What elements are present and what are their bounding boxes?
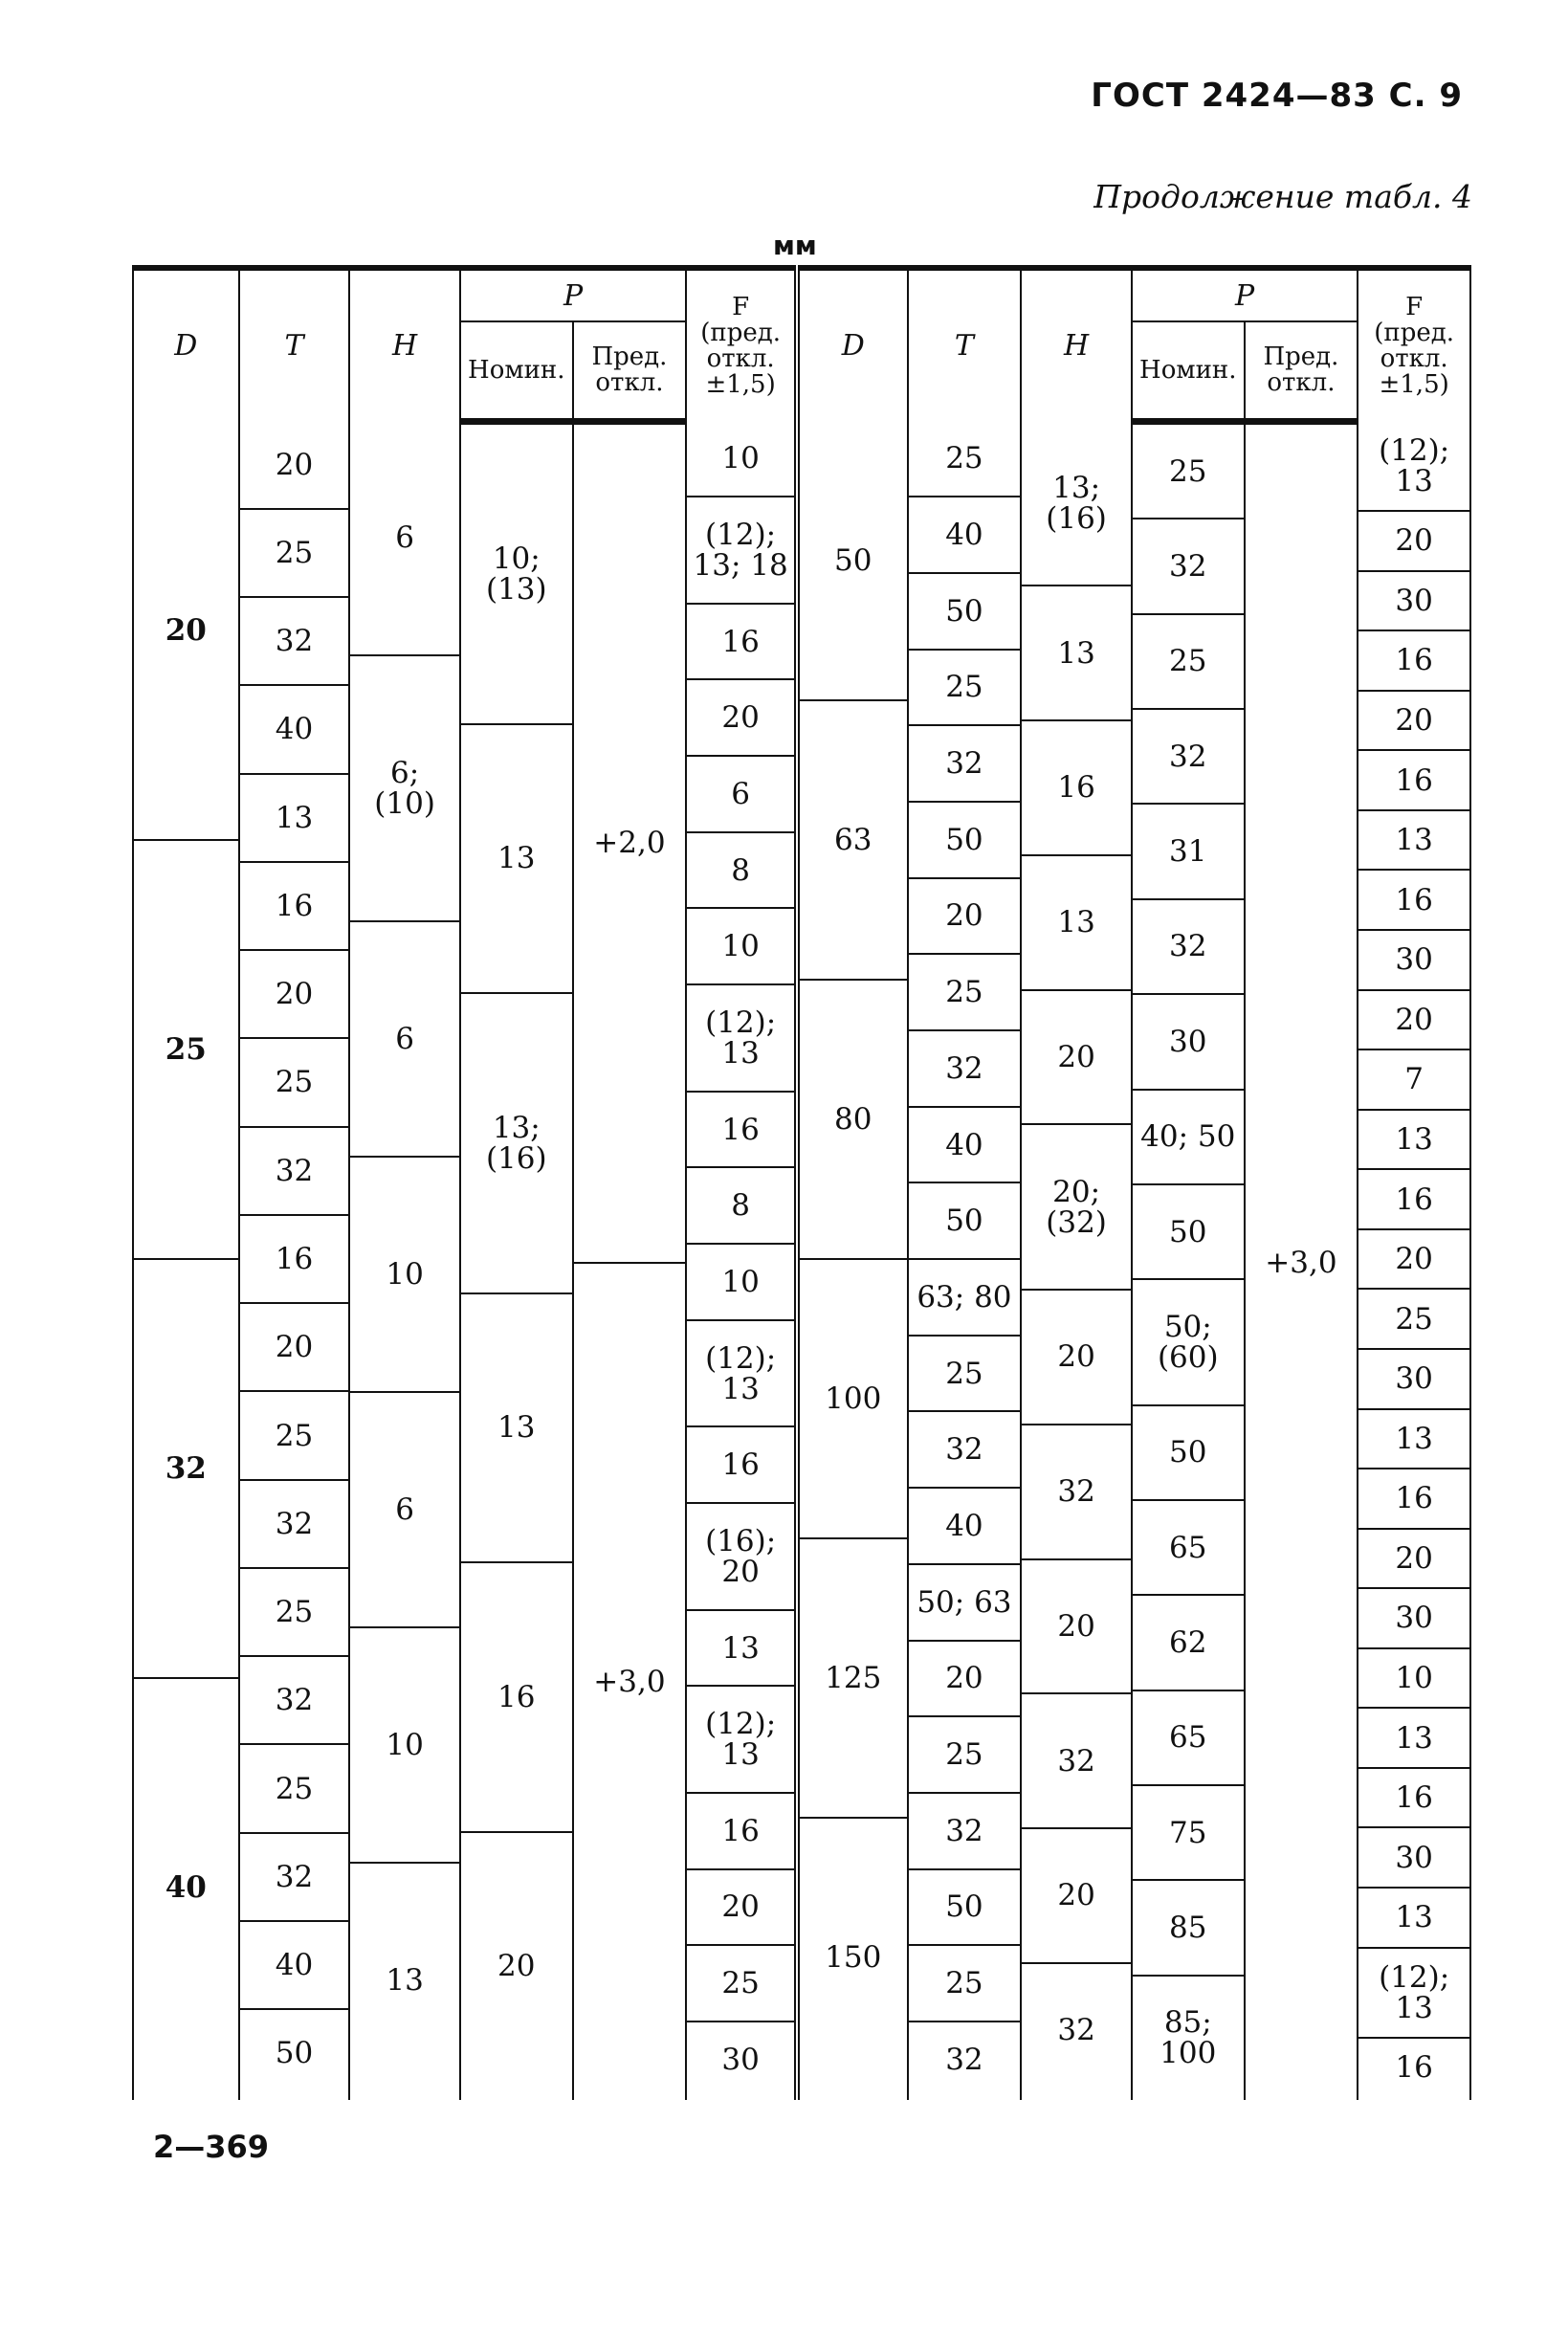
col-left-P-nom — [460, 422, 573, 2101]
table-cell: 10; (13) — [461, 425, 572, 725]
table-cell: 20 — [1358, 692, 1469, 752]
table-cell: 20 — [134, 422, 238, 841]
col-right-H — [1021, 422, 1132, 2101]
table-cell: 25 — [240, 1745, 349, 1833]
table-cell: 32 — [909, 1794, 1021, 1870]
table-cell: 32 — [1133, 900, 1244, 995]
table-cell: 25 — [909, 1946, 1021, 2022]
col-header-P-nom: Номин. — [460, 321, 573, 422]
table-cell: 16 — [1358, 1469, 1469, 1530]
table-cell: 30 — [1358, 1350, 1469, 1410]
table-cell: 8 — [687, 1168, 794, 1245]
table-cell: 150 — [825, 1940, 882, 1976]
table-cell: 32 — [1133, 519, 1244, 614]
table-cell: 20 — [1358, 991, 1469, 1051]
table-cell: 31 — [1133, 805, 1244, 899]
table-cell: 62 — [1133, 1596, 1244, 1690]
table-cell: 25 — [1133, 425, 1244, 519]
table-cell: 32 — [240, 1128, 349, 1216]
table-cell: 8 — [687, 833, 794, 910]
table-cell: 50 — [909, 574, 1021, 651]
table-cell: 40 — [240, 686, 349, 774]
table-cell: 32 — [240, 598, 349, 686]
table-cell: 85 — [1133, 1881, 1244, 1976]
table-cell: 13 — [1358, 811, 1469, 872]
col-right-P-nom — [1132, 422, 1245, 2101]
table-cell: 13 — [1358, 1889, 1469, 1949]
table-cell: 13 — [240, 775, 349, 863]
table-cell: 30 — [1358, 931, 1469, 991]
col-header-P-dev: Пред. откл. — [573, 321, 687, 422]
table-cell: 13 — [1358, 1111, 1469, 1171]
table-cell: 63 — [800, 701, 907, 981]
table-cell: 25 — [909, 1717, 1021, 1794]
table-cell: 25 — [240, 510, 349, 598]
table-cell: 10 — [687, 1245, 794, 1321]
table-cell: 32 — [240, 1834, 349, 1922]
col-header-D: D — [133, 268, 239, 422]
table-cell: 25 — [240, 1392, 349, 1480]
table-cell: 65 — [1133, 1501, 1244, 1596]
table-cell: 13; (16) — [1022, 422, 1131, 587]
table-cell: 20 — [497, 1949, 536, 1984]
col-left-D — [133, 422, 239, 2101]
table-cell: 16 — [240, 1216, 349, 1304]
table-cell: 20 — [1022, 1291, 1131, 1425]
table-cell: 100 — [800, 1260, 907, 1539]
table-cell: 32 — [1133, 710, 1244, 805]
table-cell: 20 — [1358, 1530, 1469, 1590]
table-cell: 6 — [350, 1393, 459, 1628]
table-cell: 32 — [1022, 1694, 1131, 1829]
table-cell: +3,0 — [593, 1664, 666, 1699]
table-cell: 16 — [1358, 631, 1469, 692]
table-cell: 50 — [909, 1183, 1021, 1260]
table-cell: 20 — [909, 1642, 1021, 1718]
table-cell: (12); 13 — [1358, 1949, 1469, 2040]
table-cell: 10 — [1358, 1649, 1469, 1710]
table-cell: 20 — [909, 879, 1021, 956]
col-right-T — [908, 422, 1022, 2101]
table-cell: 13 — [461, 1294, 572, 1564]
table-cell: 25 — [909, 1337, 1021, 1413]
table-cell: 50 — [800, 422, 907, 701]
table-cell: 25 — [909, 955, 1021, 1031]
table-cell: 6 — [687, 757, 794, 833]
table-cell: 63; 80 — [909, 1260, 1021, 1337]
col-header-T: T — [239, 268, 350, 422]
col-header-F: F (пред. откл. ±1,5) — [686, 268, 797, 422]
table-cell: 50 — [1133, 1406, 1244, 1501]
col-left-T — [239, 422, 350, 2101]
table-cell: 16 — [1022, 721, 1131, 856]
table-cell: 40 — [240, 1922, 349, 2010]
table-cell: 13 — [461, 725, 572, 995]
table-cell: 16 — [687, 605, 794, 681]
table-cell: 13 — [687, 1611, 794, 1688]
table-cell: 20 — [1022, 1829, 1131, 1964]
table-cell: 75 — [1133, 1786, 1244, 1881]
table-cell: 10 — [350, 1158, 459, 1393]
table-cell: 32 — [909, 1031, 1021, 1108]
table-cell: 40 — [909, 1489, 1021, 1565]
col-header-P: P — [460, 268, 686, 321]
table-cell: 50 — [1133, 1185, 1244, 1280]
table-cell: 10 — [350, 1628, 459, 1864]
table-cell: 50; 63 — [909, 1565, 1021, 1642]
table-cell: 7 — [1358, 1050, 1469, 1111]
table-cell: 6 — [350, 422, 459, 657]
col-right-P-dev — [1245, 422, 1358, 2101]
table-cell: (16); 20 — [687, 1504, 794, 1611]
table-cell: 16 — [1395, 2050, 1433, 2086]
table-cell: 16 — [1358, 1170, 1469, 1230]
table-cell: 125 — [800, 1539, 907, 1819]
table-cell: 16 — [1358, 1769, 1469, 1829]
col-header-P-dev-right: Пред. откл. — [1245, 321, 1358, 422]
col-left-F — [686, 422, 797, 2101]
table-cell: 32 — [1057, 2013, 1095, 2048]
col-left-P-dev — [573, 422, 687, 2101]
table-cell: 16 — [687, 1427, 794, 1504]
col-header-P-nom-right: Номин. — [1132, 321, 1245, 422]
table-cell: 13 — [1358, 1709, 1469, 1769]
table-cell: 20 — [240, 951, 349, 1039]
table-continuation-label: Продолжение табл. 4 — [1093, 178, 1472, 215]
table-cell: 85; 100 — [1159, 2005, 1217, 2071]
table-cell: 40 — [909, 1108, 1021, 1184]
table-cell: (12); 13 — [1358, 422, 1469, 513]
table-cell: 20 — [240, 1304, 349, 1392]
table-cell: 25 — [240, 1039, 349, 1127]
table-cell: 30 — [1358, 1589, 1469, 1649]
table-cell: 16 — [687, 1794, 794, 1870]
table-cell: 13 — [1022, 586, 1131, 721]
table-cell: (12); 13; 18 — [687, 497, 794, 605]
table-cell: 32 — [909, 1412, 1021, 1489]
table-cell: 32 — [945, 2042, 983, 2077]
table-cell: 40 — [909, 497, 1021, 574]
table-cell: (12); 13 — [687, 1687, 794, 1794]
col-header-T-right: T — [908, 268, 1022, 422]
table-cell: 16 — [461, 1563, 572, 1833]
table-cell: 20 — [1022, 1560, 1131, 1695]
col-right-F — [1358, 422, 1470, 2101]
table-cell: 20 — [1022, 991, 1131, 1126]
table-cell: 50; (60) — [1133, 1280, 1244, 1405]
col-header-H-right: H — [1021, 268, 1132, 422]
col-left-H — [349, 422, 460, 2101]
table-cell: 30 — [721, 2042, 760, 2077]
table-cell: 30 — [1358, 1828, 1469, 1889]
table-cell: 50 — [275, 2036, 314, 2071]
table-cell: 25 — [134, 841, 238, 1260]
col-header-P-right: P — [1132, 268, 1358, 321]
units-mark: мм — [773, 230, 817, 261]
table-cell: 16 — [687, 1093, 794, 1169]
table-cell: 30 — [1358, 572, 1469, 632]
table-cell: 80 — [800, 981, 907, 1260]
table-cell: 65 — [1133, 1691, 1244, 1786]
page-header: ГОСТ 2424—83 С. 9 — [1091, 77, 1463, 115]
table-cell: 25 — [909, 422, 1021, 498]
table-cell: 20; (32) — [1022, 1125, 1131, 1291]
table-cell: 40 — [165, 1870, 207, 1906]
table-cell: 20 — [1358, 1230, 1469, 1291]
table-cell: 50 — [909, 1870, 1021, 1947]
table-cell: 25 — [687, 1946, 794, 2022]
table-cell: 32 — [134, 1260, 238, 1679]
table-cell: 10 — [687, 909, 794, 985]
table-cell: 20 — [240, 422, 349, 510]
table-cell: +2,0 — [574, 425, 686, 1264]
col-right-D — [797, 422, 908, 2101]
table-cell: 10 — [687, 422, 794, 498]
table-cell: 32 — [240, 1481, 349, 1569]
col-header-D-right: D — [797, 268, 908, 422]
table-cell: 25 — [909, 651, 1021, 727]
table-cell: (12); 13 — [687, 1321, 794, 1428]
table-cell: 16 — [1358, 751, 1469, 811]
table-cell: 6; (10) — [350, 656, 459, 922]
table-cell: 20 — [687, 680, 794, 757]
page-footer-code: 2—369 — [153, 2129, 270, 2165]
table-cell: 25 — [1133, 615, 1244, 710]
table-cell: 13 — [1022, 856, 1131, 991]
table-cell: 20 — [687, 1870, 794, 1947]
table-cell: 32 — [240, 1657, 349, 1745]
table-cell: 13 — [1358, 1410, 1469, 1470]
table-cell: 40; 50 — [1133, 1091, 1244, 1185]
table-cell: 32 — [909, 726, 1021, 803]
table-cell: 50 — [909, 803, 1021, 879]
col-header-H: H — [349, 268, 460, 422]
table-cell: 20 — [1358, 512, 1469, 572]
table-cell: 6 — [350, 922, 459, 1158]
table-cell: 25 — [1358, 1290, 1469, 1350]
table-cell: 32 — [1022, 1425, 1131, 1560]
col-header-F-right: F (пред. откл. ±1,5) — [1358, 268, 1470, 422]
table-cell: 13; (16) — [461, 994, 572, 1294]
table-cell: 25 — [240, 1569, 349, 1657]
table-cell: 16 — [1358, 871, 1469, 931]
table-cell: +3,0 — [1265, 1245, 1337, 1280]
dimensions-table — [132, 265, 1471, 2100]
table-cell: 30 — [1133, 995, 1244, 1090]
table-cell: 13 — [386, 1962, 424, 1998]
table-cell: 16 — [240, 863, 349, 951]
table-cell: (12); 13 — [687, 985, 794, 1093]
